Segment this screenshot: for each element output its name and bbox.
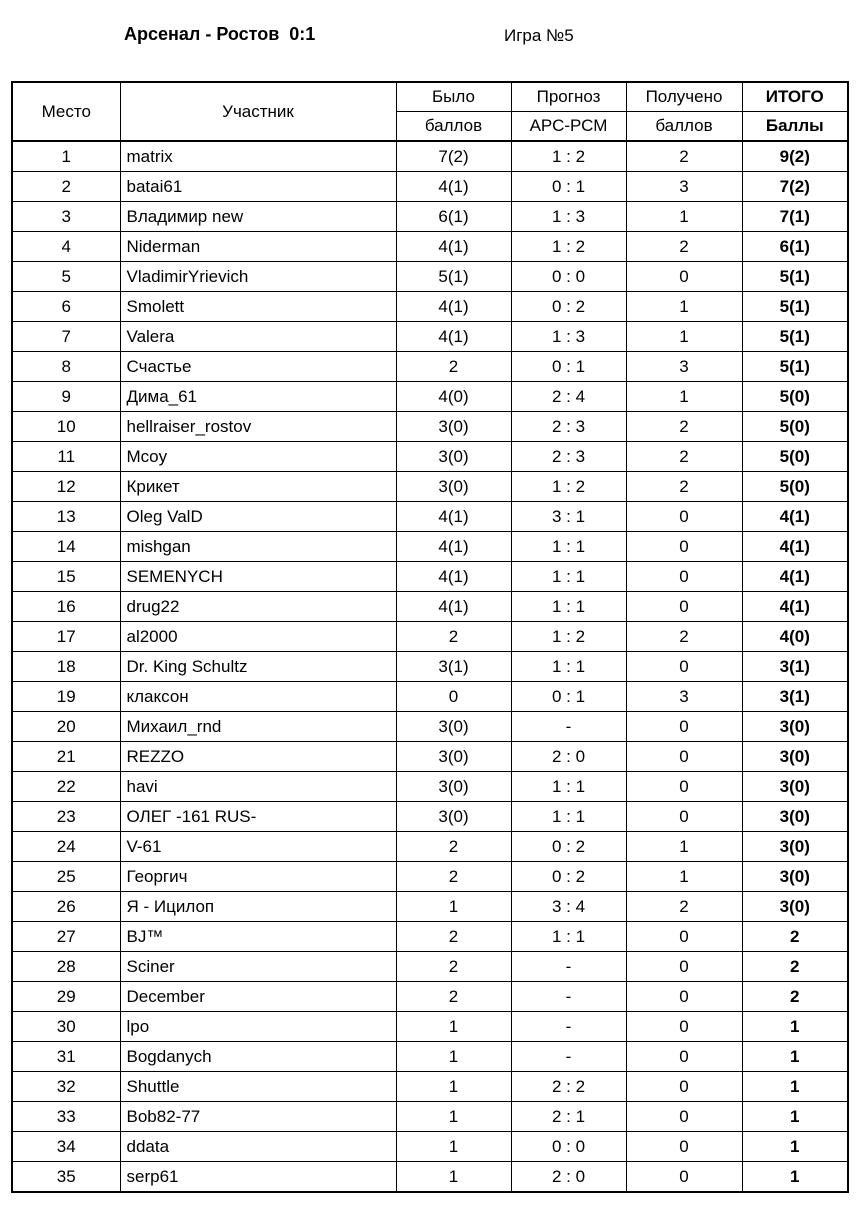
- cell-received-points: 2: [626, 442, 742, 472]
- table-row: [12, 202, 848, 232]
- cell-total-points: 4(0): [742, 622, 848, 652]
- cell-forecast: 3 : 4: [511, 892, 626, 922]
- cell-forecast: 0 : 2: [511, 832, 626, 862]
- cell-participant: serp61: [120, 1162, 396, 1193]
- table-row: [12, 322, 848, 352]
- cell-participant: ОЛЕГ -161 RUS-: [120, 802, 396, 832]
- cell-total-points: 2: [742, 922, 848, 952]
- cell-total-points: 5(0): [742, 382, 848, 412]
- cell-total-points: 3(0): [742, 862, 848, 892]
- table-row: [12, 562, 848, 592]
- cell-received-points: 0: [626, 1072, 742, 1102]
- cell-place: 32: [12, 1072, 120, 1102]
- cell-was-points: 1: [396, 1102, 511, 1132]
- cell-total-points: 5(1): [742, 292, 848, 322]
- cell-forecast: 1 : 1: [511, 802, 626, 832]
- cell-participant: drug22: [120, 592, 396, 622]
- header-total-top: ИТОГО: [742, 82, 848, 112]
- cell-received-points: 0: [626, 1132, 742, 1162]
- cell-participant: REZZO: [120, 742, 396, 772]
- cell-received-points: 0: [626, 772, 742, 802]
- table-row: [12, 442, 848, 472]
- cell-place: 35: [12, 1162, 120, 1193]
- cell-was-points: 3(0): [396, 472, 511, 502]
- table-row: [12, 622, 848, 652]
- cell-was-points: 4(1): [396, 532, 511, 562]
- cell-place: 28: [12, 952, 120, 982]
- cell-total-points: 3(0): [742, 892, 848, 922]
- cell-forecast: 1 : 2: [511, 622, 626, 652]
- cell-forecast: 1 : 3: [511, 202, 626, 232]
- cell-received-points: 0: [626, 1162, 742, 1193]
- cell-forecast: 2 : 3: [511, 412, 626, 442]
- table-row: [12, 472, 848, 502]
- cell-received-points: 2: [626, 622, 742, 652]
- cell-place: 11: [12, 442, 120, 472]
- table-row: [12, 172, 848, 202]
- cell-was-points: 1: [396, 1132, 511, 1162]
- cell-forecast: 0 : 1: [511, 352, 626, 382]
- standings-table: [11, 81, 849, 1193]
- cell-participant: Mcoy: [120, 442, 396, 472]
- table-row: [12, 532, 848, 562]
- cell-place: 21: [12, 742, 120, 772]
- cell-participant: Bob82-77: [120, 1102, 396, 1132]
- cell-participant: Дима_61: [120, 382, 396, 412]
- cell-place: 4: [12, 232, 120, 262]
- cell-place: 8: [12, 352, 120, 382]
- cell-total-points: 1: [742, 1042, 848, 1072]
- cell-participant: BJ™: [120, 922, 396, 952]
- cell-place: 24: [12, 832, 120, 862]
- cell-forecast: 1 : 1: [511, 772, 626, 802]
- cell-received-points: 0: [626, 502, 742, 532]
- table-row: [12, 1132, 848, 1162]
- cell-received-points: 0: [626, 982, 742, 1012]
- cell-participant: SEMENYCH: [120, 562, 396, 592]
- cell-forecast: 1 : 1: [511, 562, 626, 592]
- cell-total-points: 4(1): [742, 502, 848, 532]
- table-row: [12, 502, 848, 532]
- cell-total-points: 5(0): [742, 442, 848, 472]
- cell-participant: mishgan: [120, 532, 396, 562]
- cell-place: 9: [12, 382, 120, 412]
- cell-participant: Владимир new: [120, 202, 396, 232]
- cell-place: 25: [12, 862, 120, 892]
- cell-place: 30: [12, 1012, 120, 1042]
- cell-forecast: -: [511, 1012, 626, 1042]
- cell-received-points: 0: [626, 802, 742, 832]
- cell-received-points: 0: [626, 532, 742, 562]
- cell-participant: Георгич: [120, 862, 396, 892]
- cell-was-points: 4(1): [396, 502, 511, 532]
- cell-place: 23: [12, 802, 120, 832]
- cell-was-points: 3(0): [396, 742, 511, 772]
- table-row: [12, 982, 848, 1012]
- cell-participant: hellraiser_rostov: [120, 412, 396, 442]
- table-row: [12, 352, 848, 382]
- cell-place: 12: [12, 472, 120, 502]
- cell-participant: batai61: [120, 172, 396, 202]
- match-title: Арсенал - Ростов 0:1: [124, 24, 316, 44]
- cell-was-points: 4(1): [396, 562, 511, 592]
- cell-total-points: 3(1): [742, 652, 848, 682]
- cell-received-points: 2: [626, 472, 742, 502]
- cell-was-points: 2: [396, 352, 511, 382]
- cell-place: 26: [12, 892, 120, 922]
- cell-participant: Bogdanych: [120, 1042, 396, 1072]
- cell-received-points: 0: [626, 1102, 742, 1132]
- cell-total-points: 3(0): [742, 802, 848, 832]
- cell-forecast: -: [511, 712, 626, 742]
- cell-place: 34: [12, 1132, 120, 1162]
- game-number: Игра №5: [504, 26, 574, 45]
- cell-forecast: -: [511, 952, 626, 982]
- cell-was-points: 1: [396, 1072, 511, 1102]
- cell-place: 27: [12, 922, 120, 952]
- cell-forecast: 0 : 1: [511, 172, 626, 202]
- cell-forecast: 2 : 4: [511, 382, 626, 412]
- cell-forecast: 1 : 2: [511, 472, 626, 502]
- cell-received-points: 1: [626, 862, 742, 892]
- table-row: [12, 862, 848, 892]
- cell-place: 5: [12, 262, 120, 292]
- table-row: [12, 1162, 848, 1193]
- cell-total-points: 9(2): [742, 141, 848, 172]
- cell-place: 7: [12, 322, 120, 352]
- cell-place: 31: [12, 1042, 120, 1072]
- cell-forecast: 1 : 1: [511, 652, 626, 682]
- cell-total-points: 6(1): [742, 232, 848, 262]
- cell-total-points: 5(1): [742, 322, 848, 352]
- cell-participant: VladimirYrievich: [120, 262, 396, 292]
- table-row: [12, 712, 848, 742]
- header-forecast-bottom: АРС-РСМ: [511, 112, 626, 142]
- cell-was-points: 4(1): [396, 292, 511, 322]
- cell-participant: Крикет: [120, 472, 396, 502]
- cell-received-points: 1: [626, 832, 742, 862]
- table-row: [12, 412, 848, 442]
- cell-was-points: 2: [396, 862, 511, 892]
- cell-forecast: 1 : 1: [511, 922, 626, 952]
- table-row: [12, 592, 848, 622]
- cell-participant: Михаил_rnd: [120, 712, 396, 742]
- cell-place: 18: [12, 652, 120, 682]
- cell-total-points: 3(1): [742, 682, 848, 712]
- cell-was-points: 1: [396, 1012, 511, 1042]
- cell-received-points: 0: [626, 922, 742, 952]
- cell-was-points: 2: [396, 622, 511, 652]
- cell-place: 13: [12, 502, 120, 532]
- cell-participant: Smolett: [120, 292, 396, 322]
- cell-total-points: 3(0): [742, 772, 848, 802]
- cell-received-points: 0: [626, 592, 742, 622]
- cell-received-points: 0: [626, 1012, 742, 1042]
- table-row: [12, 262, 848, 292]
- cell-received-points: 1: [626, 322, 742, 352]
- cell-participant: Счастье: [120, 352, 396, 382]
- header-received-top: Получено: [626, 82, 742, 112]
- cell-place: 10: [12, 412, 120, 442]
- table-row: [12, 772, 848, 802]
- cell-total-points: 5(1): [742, 262, 848, 292]
- table-row: [12, 1042, 848, 1072]
- cell-forecast: 2 : 0: [511, 742, 626, 772]
- cell-total-points: 1: [742, 1132, 848, 1162]
- cell-place: 2: [12, 172, 120, 202]
- cell-received-points: 3: [626, 682, 742, 712]
- cell-received-points: 3: [626, 172, 742, 202]
- cell-was-points: 1: [396, 1042, 511, 1072]
- cell-participant: ddata: [120, 1132, 396, 1162]
- cell-was-points: 4(1): [396, 322, 511, 352]
- cell-was-points: 1: [396, 892, 511, 922]
- table-row: [12, 1102, 848, 1132]
- table-row: [12, 652, 848, 682]
- cell-total-points: 2: [742, 952, 848, 982]
- cell-participant: lpo: [120, 1012, 396, 1042]
- cell-received-points: 0: [626, 952, 742, 982]
- cell-total-points: 5(0): [742, 412, 848, 442]
- cell-forecast: 0 : 1: [511, 682, 626, 712]
- cell-received-points: 2: [626, 412, 742, 442]
- cell-total-points: 4(1): [742, 532, 848, 562]
- cell-forecast: 1 : 2: [511, 232, 626, 262]
- cell-total-points: 1: [742, 1012, 848, 1042]
- cell-total-points: 3(0): [742, 742, 848, 772]
- table-row: [12, 232, 848, 262]
- cell-participant: Dr. King Schultz: [120, 652, 396, 682]
- cell-place: 16: [12, 592, 120, 622]
- cell-participant: December: [120, 982, 396, 1012]
- cell-participant: al2000: [120, 622, 396, 652]
- cell-forecast: -: [511, 1042, 626, 1072]
- cell-total-points: 7(1): [742, 202, 848, 232]
- cell-received-points: 0: [626, 262, 742, 292]
- table-row: [12, 1072, 848, 1102]
- cell-was-points: 4(1): [396, 172, 511, 202]
- cell-participant: Niderman: [120, 232, 396, 262]
- cell-forecast: 2 : 3: [511, 442, 626, 472]
- cell-forecast: 0 : 2: [511, 292, 626, 322]
- cell-total-points: 1: [742, 1102, 848, 1132]
- cell-forecast: 1 : 1: [511, 532, 626, 562]
- cell-was-points: 2: [396, 982, 511, 1012]
- cell-forecast: 1 : 1: [511, 592, 626, 622]
- table-row: [12, 292, 848, 322]
- table-row: [12, 832, 848, 862]
- cell-was-points: 1: [396, 1162, 511, 1193]
- cell-place: 14: [12, 532, 120, 562]
- cell-was-points: 7(2): [396, 141, 511, 172]
- cell-place: 22: [12, 772, 120, 802]
- header-participant: Участник: [120, 82, 396, 141]
- header-was-top: Было: [396, 82, 511, 112]
- cell-forecast: 0 : 0: [511, 262, 626, 292]
- cell-forecast: 2 : 2: [511, 1072, 626, 1102]
- table-row: [12, 1012, 848, 1042]
- table-row: [12, 892, 848, 922]
- cell-was-points: 6(1): [396, 202, 511, 232]
- cell-received-points: 0: [626, 1042, 742, 1072]
- cell-total-points: 1: [742, 1072, 848, 1102]
- cell-was-points: 2: [396, 922, 511, 952]
- cell-participant: V-61: [120, 832, 396, 862]
- cell-forecast: 3 : 1: [511, 502, 626, 532]
- cell-place: 15: [12, 562, 120, 592]
- cell-forecast: 2 : 1: [511, 1102, 626, 1132]
- cell-was-points: 0: [396, 682, 511, 712]
- cell-received-points: 2: [626, 232, 742, 262]
- cell-total-points: 7(2): [742, 172, 848, 202]
- cell-was-points: 5(1): [396, 262, 511, 292]
- table-row: [12, 922, 848, 952]
- cell-total-points: 5(1): [742, 352, 848, 382]
- cell-place: 29: [12, 982, 120, 1012]
- cell-total-points: 3(0): [742, 712, 848, 742]
- cell-received-points: 0: [626, 712, 742, 742]
- table-row: [12, 742, 848, 772]
- cell-received-points: 0: [626, 562, 742, 592]
- header-place: Место: [12, 82, 120, 141]
- cell-participant: Oleg ValD: [120, 502, 396, 532]
- cell-was-points: 4(0): [396, 382, 511, 412]
- cell-received-points: 0: [626, 652, 742, 682]
- cell-forecast: 1 : 3: [511, 322, 626, 352]
- cell-participant: клаксон: [120, 682, 396, 712]
- cell-place: 3: [12, 202, 120, 232]
- cell-was-points: 4(1): [396, 592, 511, 622]
- table-row: [12, 802, 848, 832]
- header-total-bottom: Баллы: [742, 112, 848, 142]
- cell-total-points: 4(1): [742, 592, 848, 622]
- cell-participant: havi: [120, 772, 396, 802]
- cell-received-points: 3: [626, 352, 742, 382]
- cell-received-points: 1: [626, 292, 742, 322]
- cell-received-points: 2: [626, 141, 742, 172]
- cell-was-points: 4(1): [396, 232, 511, 262]
- cell-forecast: 2 : 0: [511, 1162, 626, 1193]
- cell-total-points: 3(0): [742, 832, 848, 862]
- cell-was-points: 2: [396, 952, 511, 982]
- cell-forecast: 0 : 2: [511, 862, 626, 892]
- cell-place: 33: [12, 1102, 120, 1132]
- cell-total-points: 4(1): [742, 562, 848, 592]
- cell-place: 20: [12, 712, 120, 742]
- cell-participant: Sciner: [120, 952, 396, 982]
- table-row: [12, 382, 848, 412]
- table-body: [12, 141, 848, 1192]
- cell-received-points: 1: [626, 382, 742, 412]
- cell-participant: Я - Ицилоп: [120, 892, 396, 922]
- header-was-bottom: баллов: [396, 112, 511, 142]
- header-forecast-top: Прогноз: [511, 82, 626, 112]
- cell-participant: matrix: [120, 141, 396, 172]
- cell-received-points: 1: [626, 202, 742, 232]
- cell-was-points: 2: [396, 832, 511, 862]
- header-received-bottom: баллов: [626, 112, 742, 142]
- cell-total-points: 5(0): [742, 472, 848, 502]
- cell-was-points: 3(0): [396, 412, 511, 442]
- cell-was-points: 3(0): [396, 772, 511, 802]
- cell-participant: Shuttle: [120, 1072, 396, 1102]
- cell-place: 17: [12, 622, 120, 652]
- cell-place: 19: [12, 682, 120, 712]
- cell-place: 6: [12, 292, 120, 322]
- cell-forecast: 0 : 0: [511, 1132, 626, 1162]
- header-row-top: [12, 82, 848, 112]
- cell-was-points: 3(0): [396, 802, 511, 832]
- cell-total-points: 1: [742, 1162, 848, 1193]
- cell-total-points: 2: [742, 982, 848, 1012]
- cell-forecast: -: [511, 982, 626, 1012]
- cell-forecast: 1 : 2: [511, 141, 626, 172]
- table-row: [12, 141, 848, 172]
- cell-was-points: 3(1): [396, 652, 511, 682]
- cell-received-points: 0: [626, 742, 742, 772]
- cell-participant: Valera: [120, 322, 396, 352]
- cell-place: 1: [12, 141, 120, 172]
- cell-was-points: 3(0): [396, 442, 511, 472]
- table-row: [12, 952, 848, 982]
- table-header: [12, 82, 848, 141]
- table-row: [12, 682, 848, 712]
- cell-received-points: 2: [626, 892, 742, 922]
- cell-was-points: 3(0): [396, 712, 511, 742]
